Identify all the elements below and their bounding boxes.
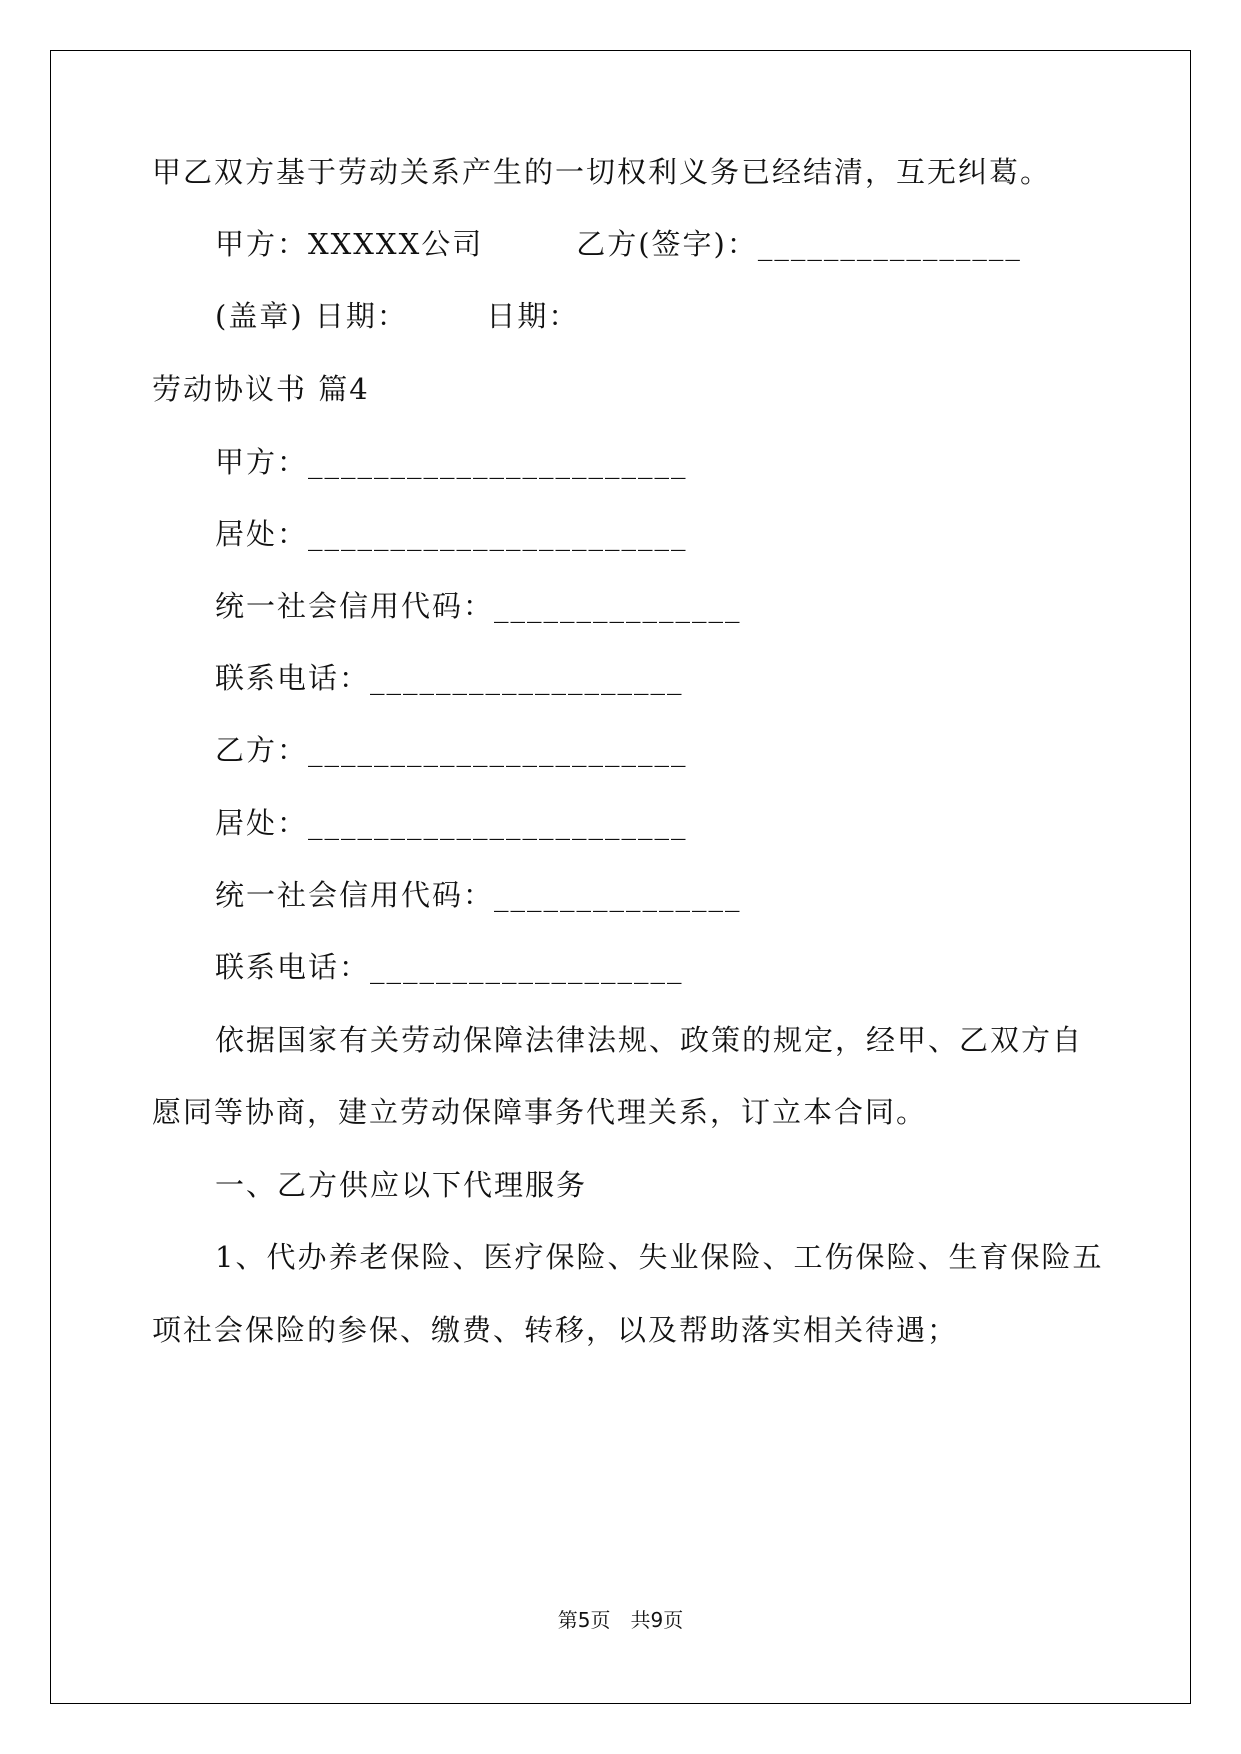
paragraph-line: 项社会保险的参保、缴费、转移，以及帮助落实相关待遇； bbox=[152, 1313, 959, 1347]
party-a-credit-code-field: 统一社会信用代码：_______________ bbox=[215, 589, 742, 623]
party-b-phone-field: 联系电话：___________________ bbox=[215, 950, 684, 984]
party-b-field: 乙方：_______________________ bbox=[215, 733, 688, 767]
seal-date-line: (盖章) 日期： 日期： bbox=[215, 299, 580, 333]
paragraph-line: 依据国家有关劳动保障法律法规、政策的规定，经甲、乙双方自 bbox=[215, 1023, 1084, 1057]
paragraph-line: 1、代办养老保险、医疗保险、失业保险、工伤保险、生育保险五 bbox=[215, 1240, 1104, 1274]
party-a-address-field: 居处：_______________________ bbox=[215, 517, 688, 551]
party-a-phone-field: 联系电话：___________________ bbox=[215, 661, 684, 695]
clause-heading: 一、乙方供应以下代理服务 bbox=[215, 1168, 588, 1202]
party-b-address-field: 居处：_______________________ bbox=[215, 806, 688, 840]
paragraph-line: 愿同等协商，建立劳动保障事务代理关系，订立本合同。 bbox=[152, 1095, 928, 1129]
paragraph-line: 甲乙双方基于劳动关系产生的一切权利义务已经结清，互无纠葛。 bbox=[152, 155, 1052, 189]
signature-line: 甲方：XXXXX公司 乙方(签字)：________________ bbox=[215, 227, 1022, 261]
party-a-field: 甲方：_______________________ bbox=[215, 445, 688, 479]
page-footer: 第5页 共9页 bbox=[557, 1608, 684, 1632]
party-b-credit-code-field: 统一社会信用代码：_______________ bbox=[215, 878, 742, 912]
section-heading: 劳动协议书 篇4 bbox=[152, 372, 370, 406]
